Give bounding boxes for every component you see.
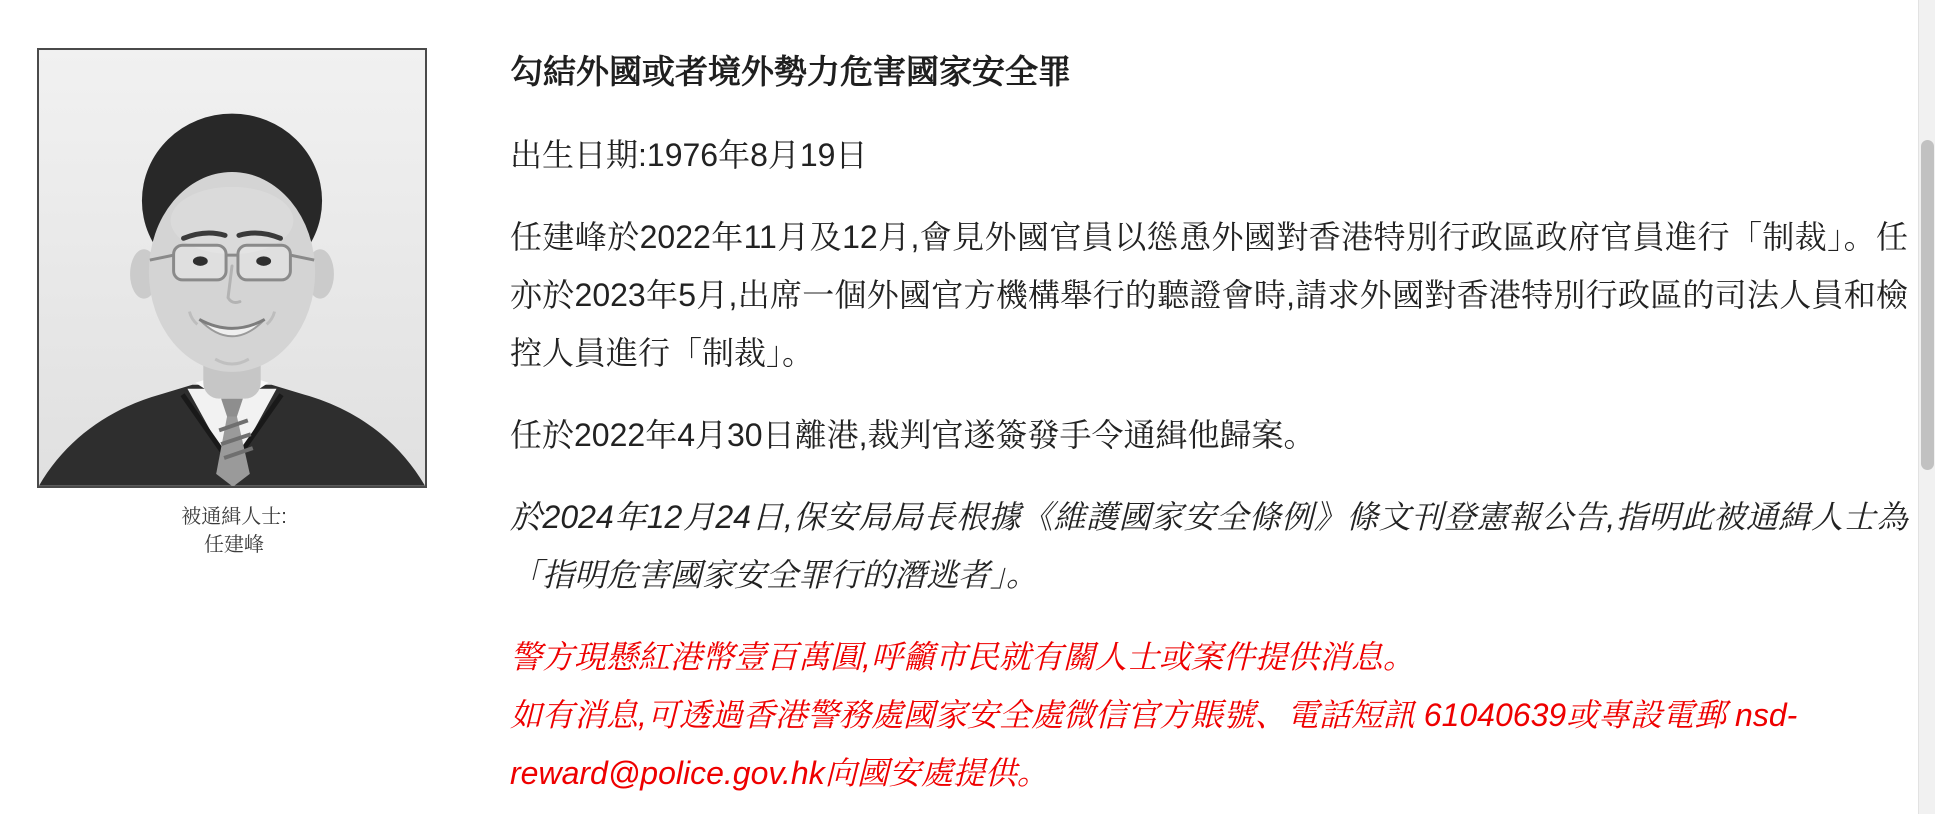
photo-caption xyxy=(37,503,431,559)
vertical-scrollbar-track[interactable] xyxy=(1918,0,1935,814)
reward-notice xyxy=(510,628,1908,802)
case-paragraph-2: 任於2022年4月30日離港,裁判官遂簽發手令通緝他歸案。 xyxy=(510,417,1316,453)
charge-title: 勾結外國或者境外勢力危害國家安全罪 xyxy=(510,53,1071,90)
reward-line-2: 如有消息,可透過香港警務處國家安全處微信官方賬號、電話短訊 61040639或專設電郵 nsd-reward@police.gov.hk向國安處提供。 xyxy=(510,697,1798,791)
wanted-person-photo xyxy=(37,48,427,488)
case-details xyxy=(510,44,1908,802)
portrait-image xyxy=(39,50,425,486)
case-paragraph-1: 任建峰於2022年11月及12月,會見外國官員以慫恿外國對香港特別行政區政府官員進行「制裁」。任亦於2023年5月,出席一個外國官方機構舉行的聽證會時,請求外國對香港特別行政區的司法人員和檢控人員進行「制裁」。 xyxy=(510,219,1908,371)
date-of-birth: 出生日期:1976年8月19日 xyxy=(510,137,868,173)
photo-caption-name: 任建峰 xyxy=(204,534,264,556)
vertical-scrollbar-thumb[interactable] xyxy=(1921,140,1934,470)
reward-line-1: 警方現懸紅港幣壹百萬圓,呼籲市民就有關人士或案件提供消息。 xyxy=(510,639,1415,675)
gazette-notice: 於2024年12月24日,保安局局長根據《維護國家安全條例》條文刊登憲報公告,指明此被通緝人士為「指明危害國家安全罪行的潛逃者」。 xyxy=(510,499,1908,593)
photo-caption-label: 被通緝人士: xyxy=(181,506,287,528)
